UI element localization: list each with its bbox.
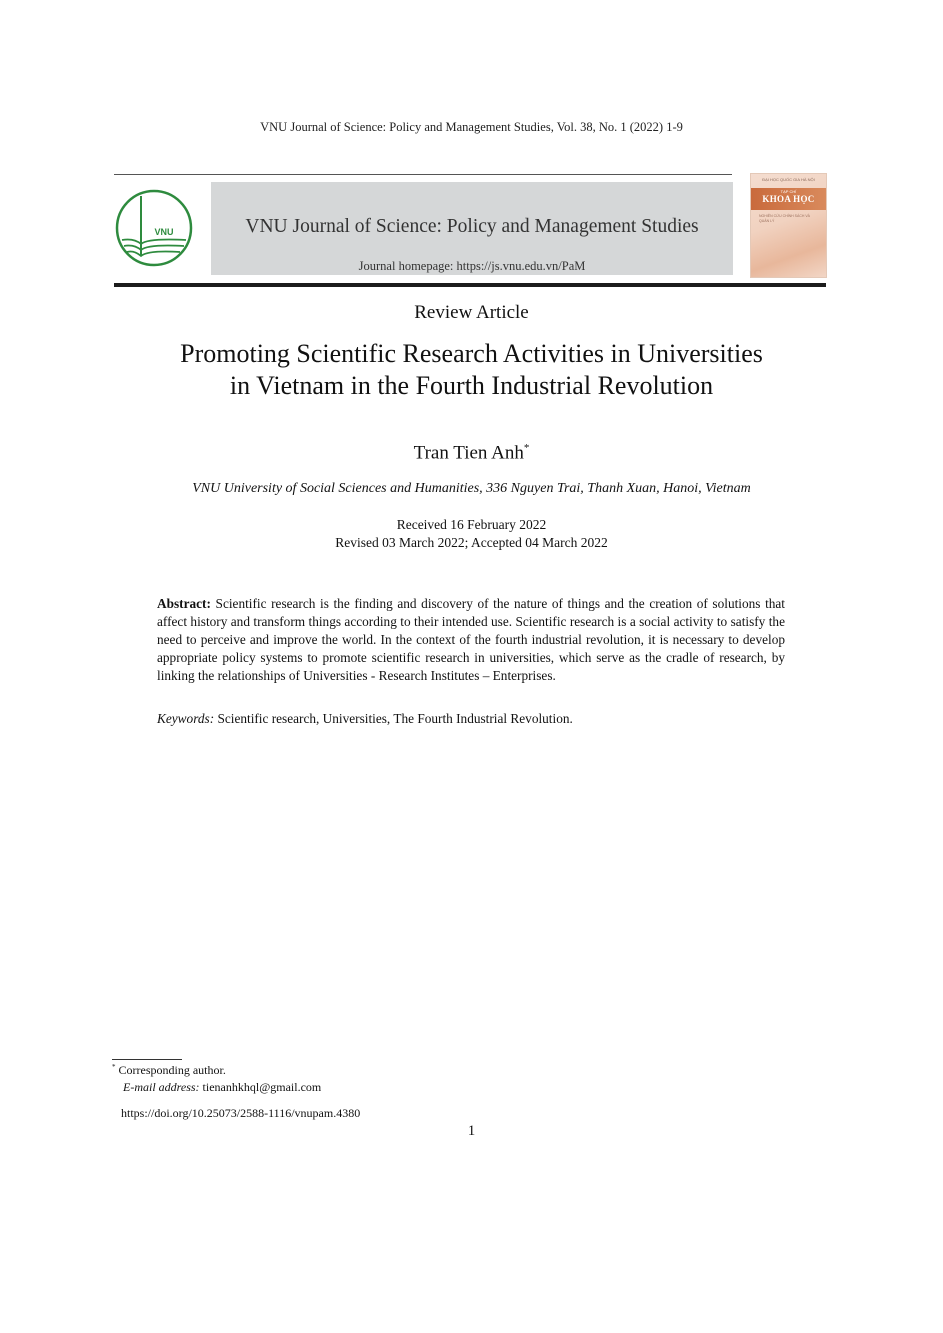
revised-accepted-date: Revised 03 March 2022; Accepted 04 March 2022 xyxy=(335,535,608,550)
keywords-label: Keywords: xyxy=(157,711,215,726)
article-dates xyxy=(0,516,943,552)
email-link[interactable]: tienanhkhql@gmail.com xyxy=(202,1080,322,1094)
cover-label-large: KHOA HỌC xyxy=(762,194,815,204)
article-type: Review Article xyxy=(414,302,529,323)
keywords xyxy=(157,710,785,728)
abstract xyxy=(157,595,785,685)
article-title xyxy=(0,338,943,402)
author-mark: * xyxy=(523,442,530,454)
footnote-rule xyxy=(112,1059,182,1060)
received-date: Received 16 February 2022 xyxy=(396,517,547,532)
running-head: VNU Journal of Science: Policy and Management Studies, Vol. 38, No. 1 (2022) 1-9 xyxy=(260,120,683,134)
corresponding-label: Corresponding author. xyxy=(118,1063,226,1077)
vnu-logo-icon xyxy=(114,188,194,268)
author xyxy=(0,442,943,464)
footnote-email xyxy=(123,1080,321,1095)
title-line-2: in Vietnam in the Fourth Industrial Revolution xyxy=(229,371,714,400)
cover-subtitle: NGHIÊN CỨU CHÍNH SÁCH VÀ QUẢN LÝ xyxy=(759,214,811,223)
doi-link[interactable]: https://doi.org/10.25073/2588-1116/vnupam.4380 xyxy=(121,1106,361,1120)
journal-title: VNU Journal of Science: Policy and Management Studies xyxy=(245,216,699,237)
cover-header: ĐẠI HỌC QUỐC GIA HÀ NỘI xyxy=(762,177,815,182)
keywords-text: Scientific research, Universities, The Fourth Industrial Revolution. xyxy=(217,711,573,726)
svg-text:VNU: VNU xyxy=(154,227,174,237)
title-line-1: Promoting Scientific Research Activities in Universities xyxy=(180,339,763,368)
header-thick-rule xyxy=(114,283,826,287)
page-number: 1 xyxy=(467,1123,476,1139)
journal-homepage: Journal homepage: https://js.vnu.edu.vn/PaM xyxy=(358,259,586,273)
email-label: E-mail address: xyxy=(123,1080,200,1094)
affiliation: VNU University of Social Sciences and Humanities, 336 Nguyen Trai, Thanh Xuan, Hanoi, Vietnam xyxy=(192,481,751,496)
cover-label-small: TẠP CHÍ xyxy=(780,189,797,194)
author-name: Tran Tien Anh xyxy=(413,442,524,464)
journal-cover-image xyxy=(750,173,827,278)
abstract-label: Abstract: xyxy=(157,596,211,611)
header-top-rule xyxy=(114,174,732,175)
footnote-mark: * xyxy=(112,1063,116,1071)
abstract-text: Scientific research is the finding and discovery of the nature of things and the creation of solutions that affect history and transform things according to their intended use. Scientific research is a social activity to satisfy the need to perceive and improve the world. In the context of the fourth industrial revolution, it is necessary to develop appropriate policy systems to promote scientific research in universities, which serve as the cradle of research, by linking the relationships of Universities - Research Institutes – Enterprises. xyxy=(157,596,786,683)
footnote-corresponding xyxy=(112,1063,226,1078)
